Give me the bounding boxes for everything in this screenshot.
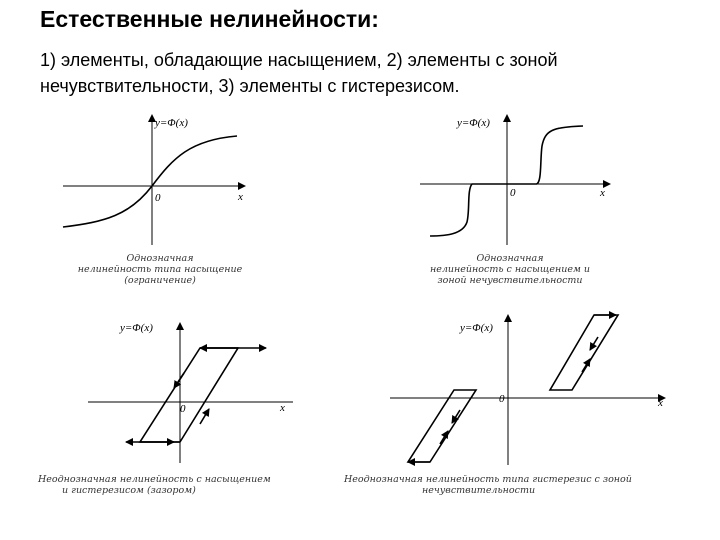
- function-label: y=Φ(x): [120, 322, 153, 334]
- saturation-figure: [55, 110, 265, 250]
- x-axis-label: x: [600, 187, 605, 199]
- hysteresis-saturation-figure: [88, 318, 298, 463]
- x-axis-label: x: [280, 402, 285, 414]
- x-axis-label: x: [238, 191, 243, 203]
- hysteresis-deadzone-figure: [380, 310, 680, 465]
- origin-label: 0: [155, 192, 161, 204]
- right-rising-arrow: [582, 359, 590, 372]
- right-hysteresis-loop: [550, 315, 618, 390]
- caption-hysteresis-deadzone: Неоднозначная нелинейность типа гистерезис с зоной нечувствительности: [344, 474, 632, 496]
- function-label: y=Φ(x): [457, 117, 490, 129]
- origin-label: 0: [499, 393, 505, 405]
- function-label: y=Φ(x): [155, 117, 188, 129]
- slide-title: Естественные нелинейности:: [40, 6, 379, 32]
- saturation-curve: [63, 136, 237, 227]
- falling-branch-arrow: [174, 373, 184, 388]
- rising-branch-arrow: [200, 409, 209, 424]
- hysteresis-loop: [140, 348, 238, 442]
- caption-saturation: Однозначная нелинейность типа насыщение (ограничение): [77, 253, 243, 286]
- slide-subtitle: 1) элементы, обладающие насыщением, 2) элементы с зоной нечувствительности, 3) элементы с гистерезисом.: [40, 50, 558, 96]
- origin-label: 0: [180, 403, 186, 415]
- origin-label: 0: [510, 187, 516, 199]
- left-rising-arrow: [440, 431, 448, 444]
- function-label: y=Φ(x): [460, 322, 493, 334]
- caption-deadzone-saturation: Однозначная нелинейность с насыщением и зоной нечувствительности: [429, 253, 590, 286]
- caption-hysteresis-saturation: Неоднозначная нелинейность с насыщением и гистерезисом (зазором): [38, 474, 271, 496]
- deadzone-saturation-figure: [415, 110, 625, 250]
- left-hysteresis-loop: [408, 390, 476, 462]
- x-axis-label: x: [658, 397, 663, 409]
